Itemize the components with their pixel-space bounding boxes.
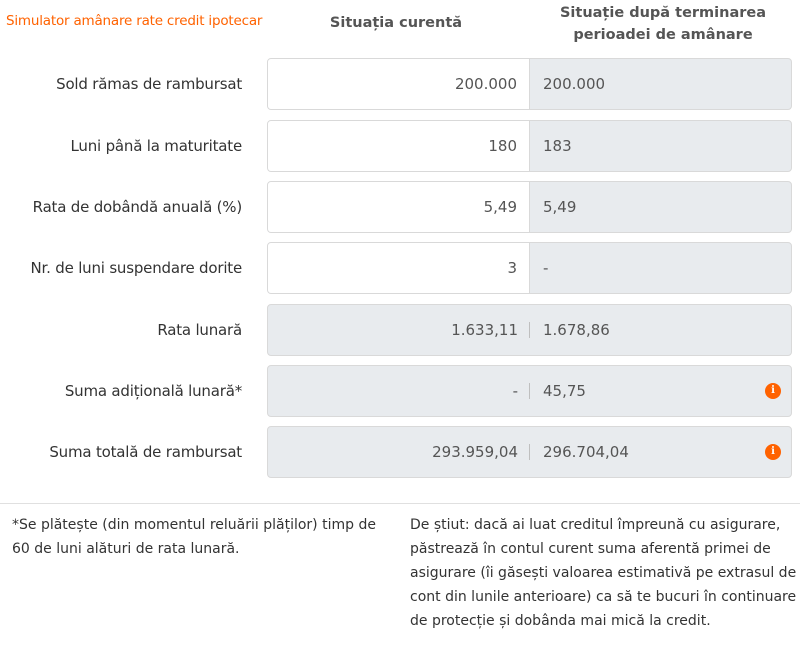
row-months-to-maturity	[0, 120, 800, 172]
value-box	[267, 426, 792, 478]
months-to-maturity-input[interactable]	[268, 121, 530, 171]
value-box	[267, 120, 792, 172]
value-box	[267, 242, 792, 294]
current-value: 5,49	[483, 198, 517, 216]
current-cell	[268, 366, 530, 416]
after-value: 183	[543, 137, 572, 155]
column-header-after-line1: Situație după terminarea	[559, 5, 767, 21]
value-separator	[529, 383, 530, 399]
row-monthly-rate	[0, 304, 800, 356]
value-box	[267, 58, 792, 110]
row-label: Nr. de luni suspendare dorite	[30, 259, 242, 277]
interest-rate-input[interactable]	[268, 182, 530, 232]
row-suspension-months	[0, 242, 800, 294]
row-label: Luni până la maturitate	[70, 137, 242, 155]
current-value: -	[512, 382, 518, 400]
current-value: 1.633,11	[451, 321, 518, 339]
footnote: *Se plătește (din momentul reluării plăților) timp de 60 de luni alături de rata lunară.	[12, 517, 376, 557]
info-icon[interactable]: i	[765, 444, 781, 460]
value-box	[267, 365, 792, 417]
remaining-balance-input[interactable]	[268, 59, 530, 109]
row-total-repayment	[0, 426, 800, 478]
suspension-months-input[interactable]	[268, 243, 530, 293]
value-box	[267, 304, 792, 356]
row-additional-monthly-amount	[0, 365, 800, 417]
after-value: 45,75	[543, 382, 586, 400]
column-header-current: Situația curentă	[329, 15, 463, 31]
current-cell	[268, 305, 530, 355]
row-label: Sold rămas de rambursat	[56, 75, 242, 93]
section-divider	[0, 503, 800, 504]
value-box	[267, 181, 792, 233]
after-value: 5,49	[543, 198, 577, 216]
row-label: Rata lunară	[157, 321, 242, 339]
after-value: 1.678,86	[543, 321, 610, 339]
row-label: Suma totală de rambursat	[49, 443, 242, 461]
after-value: 296.704,04	[543, 443, 629, 461]
current-value: 180	[488, 137, 517, 155]
after-value: -	[543, 259, 549, 277]
column-header-after-line2: perioadei de amânare	[573, 27, 753, 43]
after-value: 200.000	[543, 75, 606, 93]
info-icon[interactable]: i	[765, 383, 781, 399]
column-header-after-deferral	[532, 2, 794, 46]
insurance-tip: De știut: dacă ai luat creditul împreună cu asigurare, păstrează în contul curent suma aferentă primei de asigurare (îi găsești valoarea estimativă pe extrasul de cont din lunile anterioare) ca să te bucuri în continuare de protecție și dobânda mai mică la credit.	[410, 517, 797, 629]
row-remaining-balance	[0, 58, 800, 110]
row-label: Suma adițională lunară*	[64, 382, 242, 400]
row-annual-interest-rate	[0, 181, 800, 233]
current-value: 200.000	[454, 75, 517, 93]
value-separator	[529, 322, 530, 338]
row-label: Rata de dobândă anuală (%)	[32, 198, 242, 216]
current-cell	[268, 427, 530, 477]
simulator-title: Simulator amânare rate credit ipotecar	[6, 13, 263, 29]
value-separator	[529, 444, 530, 460]
current-value: 3	[507, 259, 517, 277]
current-value: 293.959,04	[432, 443, 518, 461]
